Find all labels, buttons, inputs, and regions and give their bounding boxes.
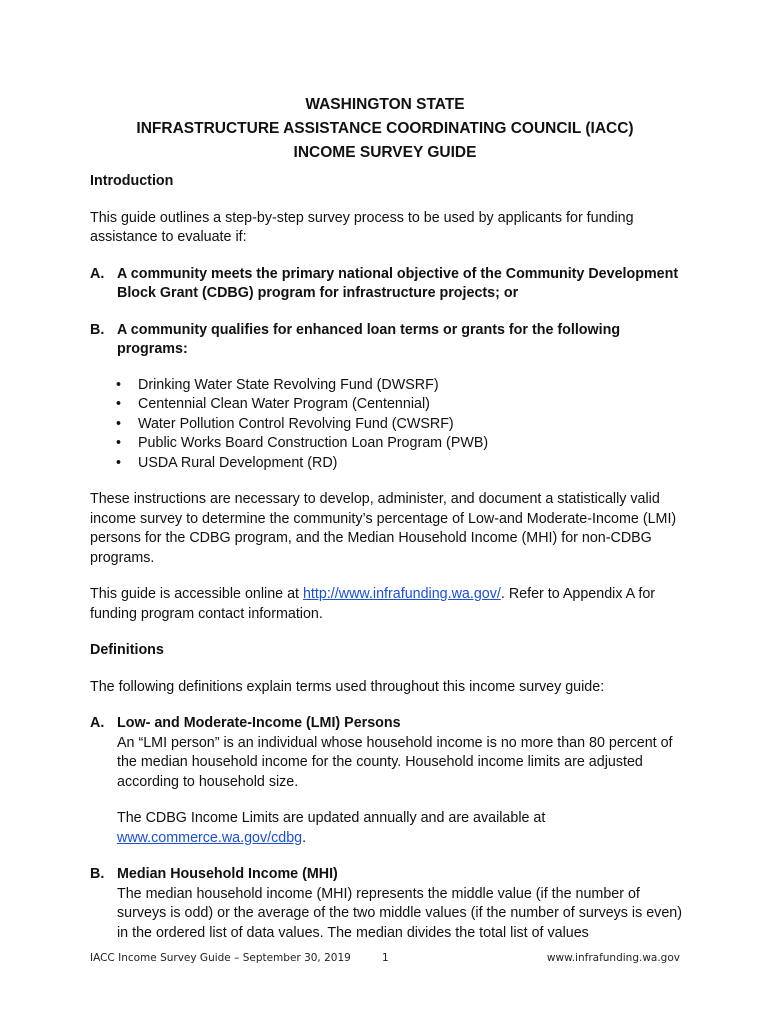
commerce-cdbg-link[interactable]: www.commerce.wa.gov/cdbg: [117, 829, 303, 846]
introduction-paragraph: This guide outlines a step-by-step survey process to be used by applicants for funding assistance to evaluate if:: [90, 209, 634, 245]
intro-item-b: [90, 321, 690, 360]
list-item: • Drinking Water State Revolving Fund (DWSRF): [116, 376, 690, 396]
definition-item-a: [90, 714, 690, 848]
definitions-intro: The following definitions explain terms used throughout this income survey guide:: [90, 678, 605, 695]
bullet-icon: •: [116, 454, 122, 471]
bullet-icon: •: [116, 435, 122, 451]
definition-title: Low- and Moderate-Income (LMI) Persons: [117, 715, 401, 731]
item-letter: B.: [90, 321, 105, 338]
item-text: A community qualifies for enhanced loan terms or grants for the following programs:: [117, 321, 621, 357]
title-line-2: INFRASTRUCTURE ASSISTANCE COORDINATING COUNCIL (IACC): [136, 120, 634, 137]
definition-item-b: [90, 865, 690, 943]
definitions-heading: Definitions: [90, 642, 164, 658]
definition-text: The median household income (MHI) represents the middle value (if the number of surveys is odd) or the average of the two middle values (if the number of surveys is even) in the ordered list of data values. The median divides the total list of values: [117, 885, 682, 941]
list-item: • Water Pollution Control Revolving Fund (CWSRF): [116, 415, 690, 435]
page-footer: [90, 952, 680, 968]
title-line-3: INCOME SURVEY GUIDE: [293, 144, 477, 161]
intro-item-a: [90, 265, 690, 304]
list-item: • Public Works Board Construction Loan Program (PWB): [116, 434, 690, 454]
definition-text: An “LMI person” is an individual whose household income is no more than 80 percent of the median household income for the county. Household income limits are adjusted according to household size.: [117, 734, 673, 790]
infrafunding-link[interactable]: http://www.infrafunding.wa.gov/: [302, 586, 501, 602]
online-access-paragraph: This guide is accessible online at http://www.infrafunding.wa.gov/. Refer to Appendix A for funding program contact information.: [90, 586, 656, 622]
bullet-icon: •: [116, 415, 122, 432]
item-text: A community meets the primary national objective of the Community Development Block Grant (CDBG) program for infrastructure projects; or: [117, 265, 679, 301]
definition-text-2: The CDBG Income Limits are updated annually and are available at www.commerce.wa.gov/cdbg.: [117, 810, 546, 846]
title-line-1: WASHINGTON STATE: [305, 96, 465, 113]
item-letter: A.: [90, 265, 105, 282]
introduction-heading: Introduction: [90, 173, 174, 189]
list-item: • USDA Rural Development (RD): [116, 454, 690, 474]
program-list: [90, 376, 690, 474]
list-item: • Centennial Clean Water Program (Centennial): [116, 395, 690, 415]
instructions-paragraph: These instructions are necessary to develop, administer, and document a statistically valid income survey to determine the community’s percentage of Low-and Moderate-Income (LMI) persons for the CDBG program, and the Median Household Income (MHI) for non-CDBG programs.: [90, 491, 677, 566]
definition-title: Median Household Income (MHI): [117, 866, 338, 882]
bullet-icon: •: [116, 396, 122, 412]
item-letter: A.: [90, 715, 105, 731]
footer-left: IACC Income Survey Guide – September 30, 2019: [90, 952, 351, 964]
item-letter: B.: [90, 866, 105, 882]
document-body: [90, 172, 690, 960]
bullet-icon: •: [116, 376, 122, 393]
footer-right: www.infrafunding.wa.gov: [546, 952, 680, 964]
page-number: 1: [382, 952, 389, 964]
document-title: [0, 93, 770, 165]
